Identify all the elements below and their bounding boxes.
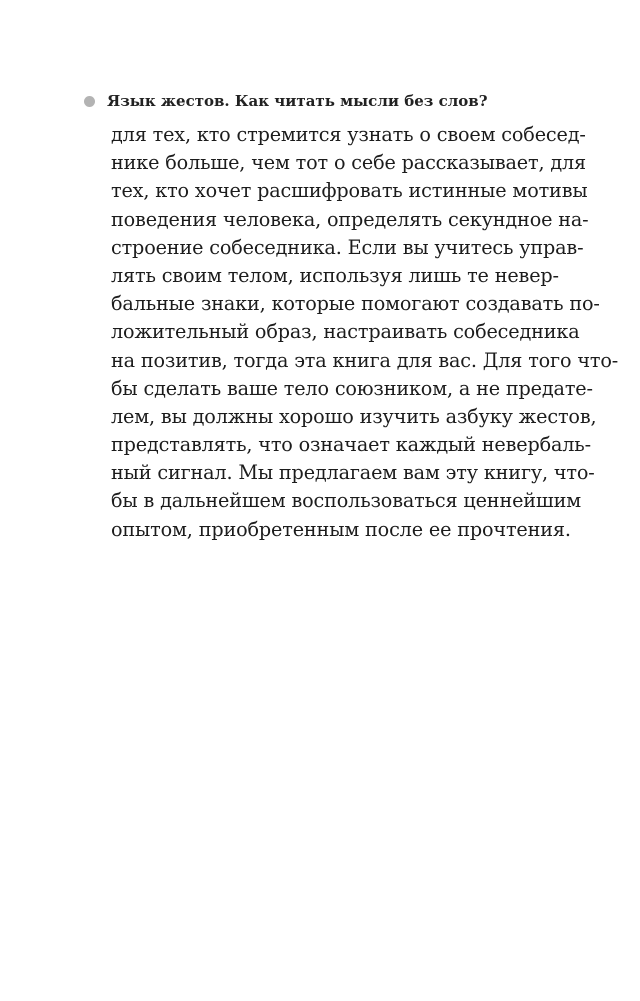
text-line: бы сделать ваше тело союзником, а не предате- (111, 376, 593, 400)
text-line: бы в дальнейшем воспользоваться ценнейшим (111, 489, 582, 513)
text-line: представлять, что означает каждый невербаль- (111, 433, 591, 457)
text-line: опытом, приобретенным после ее прочтения. (111, 517, 571, 541)
text-line: нике больше, чем тот о себе рассказывает, для (111, 151, 587, 175)
text-line: лем, вы должны хорошо изучить азбуку жестов, (111, 404, 597, 428)
text-line: для тех, кто стремится узнать о своем собесед- (111, 123, 586, 146)
text-line: строение собеседника. Если вы учитесь управ- (111, 235, 584, 259)
text-line: ложительный образ, настраивать собеседника (111, 320, 580, 344)
running-header (84, 91, 488, 111)
text-line: на позитив, тогда эта книга для вас. Для того чтo- (111, 348, 619, 372)
text-line: бальные знаки, которые помогают создавать по- (111, 292, 600, 316)
body-text (111, 121, 619, 544)
text-line: ный сигнал. Мы предлагаем вам эту книгу, что- (111, 461, 595, 485)
text-line: лять своим телом, используя лишь те невер- (111, 263, 559, 287)
text-line: тех, кто хочет расшифровать истинные мотивы (111, 179, 588, 203)
running-header-title: Язык жестов. Как читать мысли без слов? (107, 92, 488, 110)
text-line: поведения человека, определять секундное на- (111, 207, 589, 231)
header-bullet-icon (84, 96, 95, 107)
